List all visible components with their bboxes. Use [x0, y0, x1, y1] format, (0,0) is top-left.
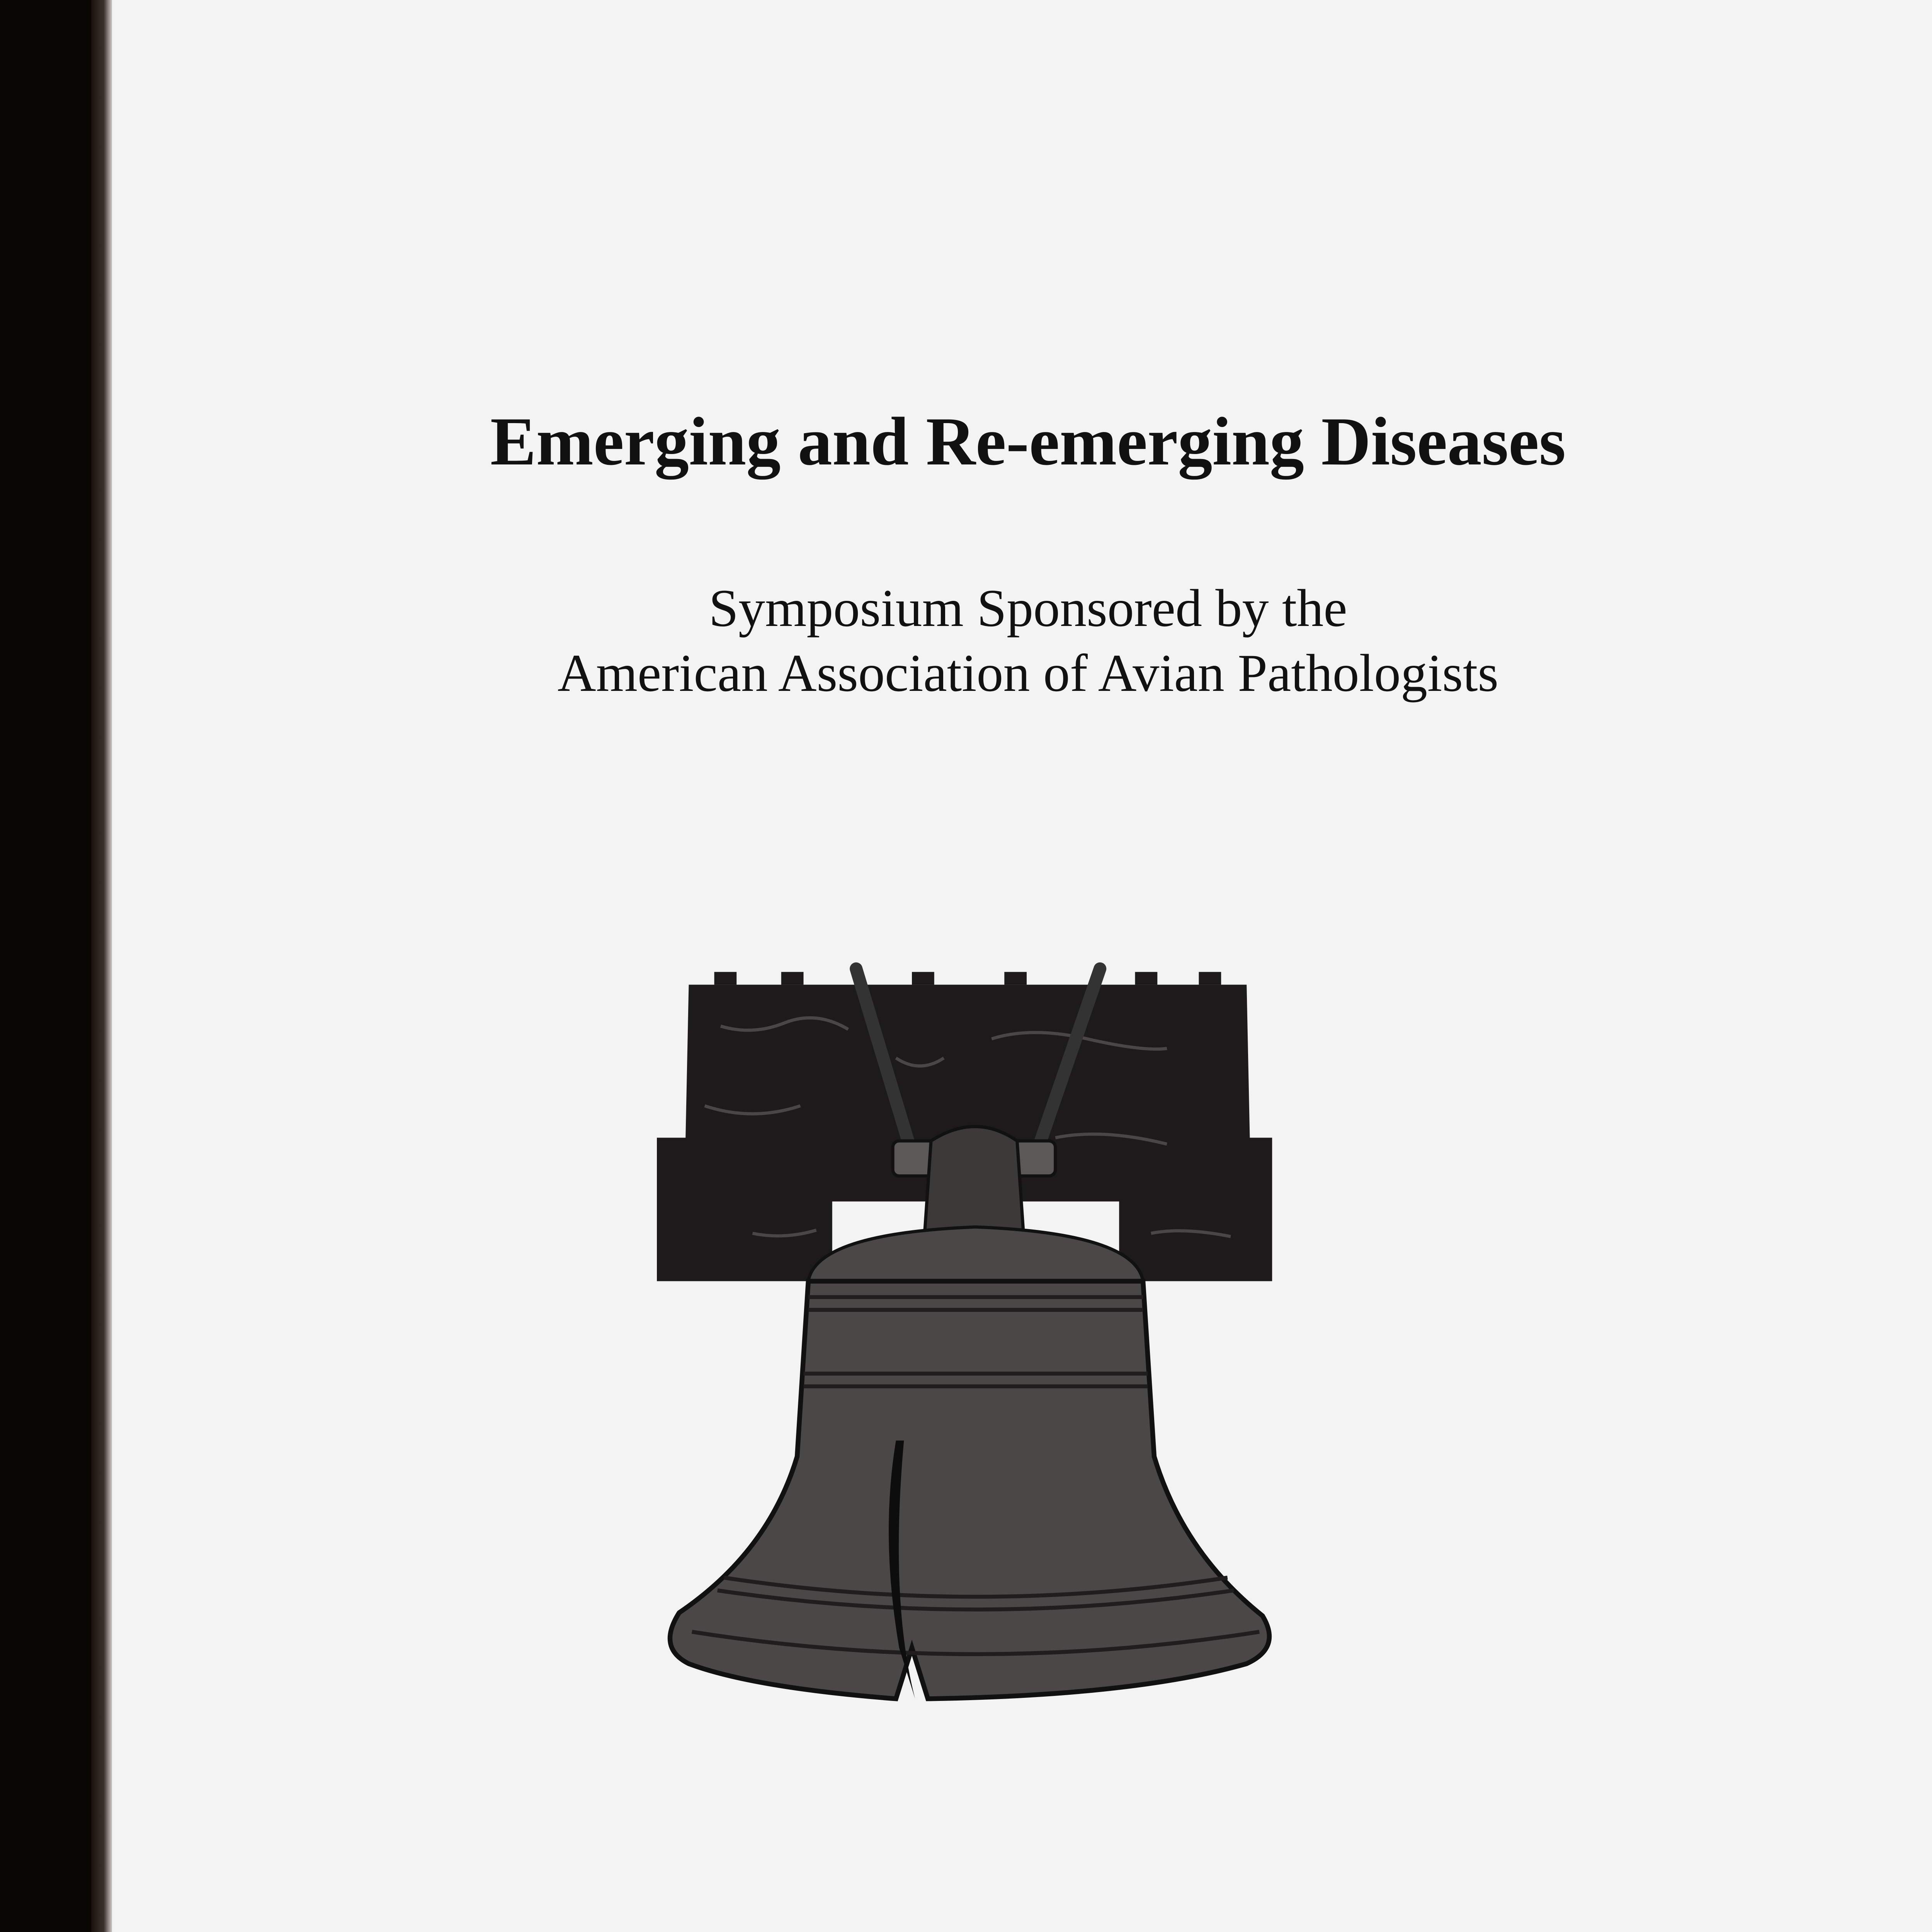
- binding-edge-highlight: [91, 0, 112, 1932]
- sponsor-line-2: American Association of Avian Pathologists: [557, 643, 1499, 703]
- document-title: Emerging and Re-emerging Diseases: [490, 403, 1566, 480]
- sponsor-line-1: Symposium Sponsored by the: [709, 578, 1347, 638]
- sponsor-block: [112, 576, 1932, 706]
- liberty-bell-icon: [657, 958, 1294, 1716]
